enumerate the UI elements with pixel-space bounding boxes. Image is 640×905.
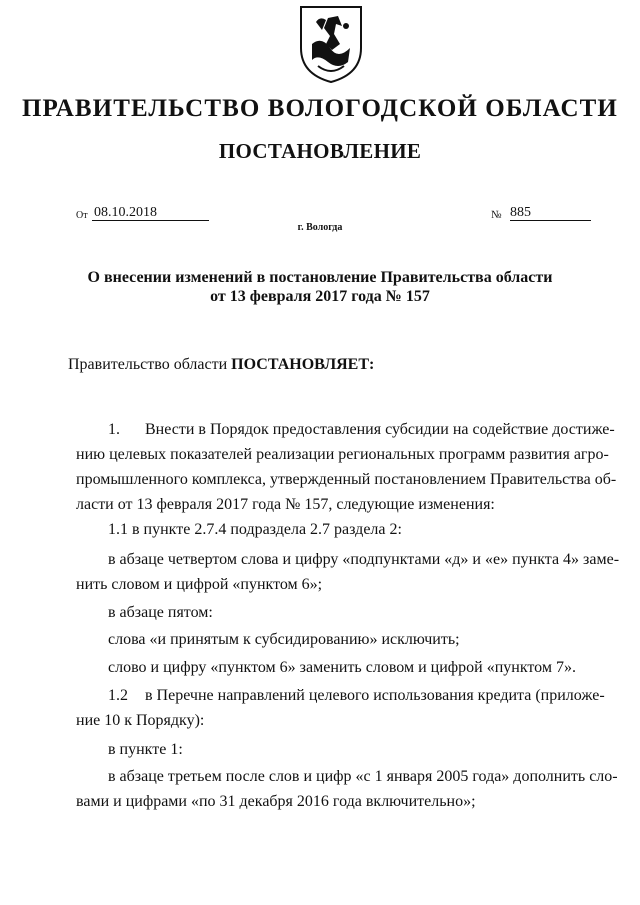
paragraph-1-line-1: 1. Внести в Порядок предоставления субсидии на содействие достиже- [76, 417, 594, 442]
document-date: 08.10.2018 [92, 205, 209, 221]
subsection-1-2-number: 1.2 [108, 687, 128, 704]
subsection-1-1-item-a-line-2: нить словом и цифрой «пунктом 6»; [76, 576, 323, 593]
subsection-1-1-item-a-line-1: в абзаце четвертом слова и цифру «подпунктами «д» и «е» пункта 4» заме- [108, 551, 620, 568]
subsection-1-1-item-b: в абзаце пятом: [108, 604, 213, 621]
subsection-1-2-line-1: 1.2 в Перечне направлений целевого использования кредита (приложе- [108, 683, 594, 708]
number-prefix: № [491, 209, 502, 221]
subject-line-2: от 13 февраля 2017 года № 157 [210, 288, 430, 305]
document-subject [60, 268, 580, 306]
government-title: ПРАВИТЕЛЬСТВО ВОЛОГОДСКОЙ ОБЛАСТИ [22, 95, 618, 122]
subsection-1-2-line-2: ние 10 к Порядку): [76, 712, 205, 729]
date-prefix: От [76, 210, 88, 221]
preamble-resolves: ПОСТАНОВЛЯЕТ: [231, 356, 375, 373]
subsection-1-1-item-d: слово и цифру «пунктом 6» заменить словом и цифрой «пунктом 7». [108, 659, 576, 676]
preamble [68, 356, 374, 374]
subsection-1-1: 1.1 в пункте 2.7.4 подраздела 2.7 раздела 2: [108, 521, 402, 538]
paragraph-1-line-4: ласти от 13 февраля 2017 года № 157, следующие изменения: [76, 496, 495, 513]
coat-of-arms-emblem [298, 4, 364, 84]
preamble-lead: Правительство области [68, 356, 232, 373]
subsection-1-1-item-c: слова «и принятым к субсидированию» исключить; [108, 631, 460, 648]
subsection-1-2-item-b-line-2: вами и цифрами «по 31 декабря 2016 года включительно»; [76, 793, 476, 810]
paragraph-1-line-2: нию целевых показателей реализации региональных программ развития агро- [76, 446, 609, 463]
subsection-1-2-item-b-line-1: в абзаце третьем после слов и цифр «с 1 января 2005 года» дополнить сло- [108, 768, 618, 785]
subsection-1-2-item-a: в пункте 1: [108, 741, 183, 758]
document-type: ПОСТАНОВЛЕНИЕ [218, 139, 422, 163]
paragraph-1-number: 1. [108, 421, 120, 438]
subject-line-1: О внесении изменений в постановление Правительства области [87, 269, 553, 286]
paragraph-1-line-3: промышленного комплекса, утвержденный постановлением Правительства об- [76, 471, 617, 488]
document-number: 885 [510, 205, 591, 221]
city-label: г. Вологда [297, 222, 343, 233]
